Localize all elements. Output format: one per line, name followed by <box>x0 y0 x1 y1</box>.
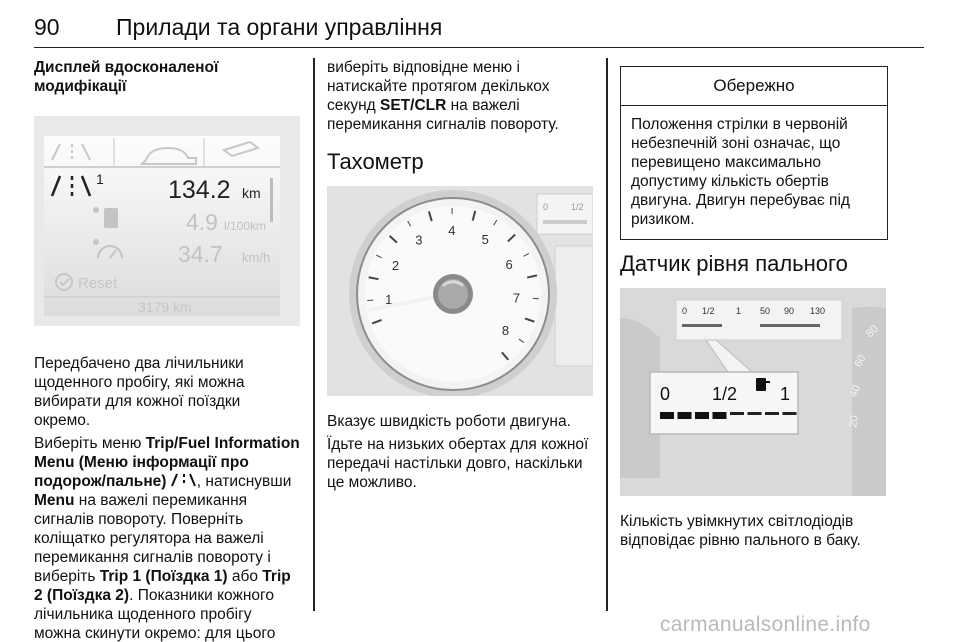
tachometer-illustration <box>327 186 593 396</box>
speedo-label-60: 60 <box>852 352 869 370</box>
fuel-led-segment-lit <box>660 412 674 419</box>
fuel-half-label: 1/2 <box>712 384 738 404</box>
fuel-full-label: 1 <box>780 384 791 404</box>
section-heading-tachometer: Тахометр <box>327 149 424 174</box>
tachometer-figure <box>327 186 593 396</box>
paragraph-fuel-gauge-desc: Кількість увімкнутих світлодіодів відповідає рівню пального в баку. <box>620 513 861 549</box>
column-divider-1 <box>313 58 315 611</box>
caution-box <box>620 66 888 240</box>
fuel-led-segment-off <box>730 412 744 415</box>
trip-display-illustration <box>34 116 300 326</box>
trip-icon <box>171 473 197 487</box>
section-heading-fuel-gauge: Датчик рівня пального <box>620 251 848 276</box>
tachometer-tick-label-4: 4 <box>448 223 456 239</box>
fuel-gauge-figure <box>620 288 886 496</box>
fuel-mini-half: 1/2 <box>571 202 584 212</box>
trip-unit: km <box>242 185 261 201</box>
speed-unit: km/h <box>242 250 271 265</box>
trip-value: 134.2 <box>168 176 231 204</box>
caution-title: Обережно <box>621 67 887 106</box>
tachometer-tick-label-6: 6 <box>505 256 513 272</box>
top-speed-90: 90 <box>784 306 795 316</box>
fuel-led-segment-lit <box>678 412 692 419</box>
page-header <box>34 8 924 48</box>
fuel-led-segment-off <box>748 412 762 415</box>
fuel-gauge-illustration <box>620 288 886 496</box>
fuel-mini-zero: 0 <box>543 202 549 212</box>
section-subheading: Дисплей вдосконаленої модифікації <box>34 59 219 95</box>
odometer-value: 3179 km <box>138 299 192 315</box>
chapter-title: Прилади та органи управління <box>116 14 443 40</box>
paragraph-reset-instruction: виберіть відповідне меню і натискайте протягом декількох секунд SET/CLR на важелі перемикання сигналів повороту. <box>327 59 559 133</box>
tachometer-tick-label-8: 8 <box>501 323 510 339</box>
tachometer-tick-label-7: 7 <box>512 290 521 306</box>
fuel-led-segment-off <box>783 412 797 415</box>
top-fuel-half: 1/2 <box>702 306 715 316</box>
tachometer-tick-label-2: 2 <box>391 258 400 274</box>
speedo-label-20: 20 <box>847 414 862 429</box>
top-speed-130: 130 <box>810 306 826 316</box>
trip-index: 1 <box>96 171 104 187</box>
fuel-zero-label: 0 <box>660 384 671 404</box>
page-number: 90 <box>34 14 60 40</box>
speedo-label-40: 40 <box>847 383 864 400</box>
watermark: carmanualsonline.info <box>660 613 871 636</box>
paragraph-trip-menu: Виберіть меню Trip/Fuel Information Menu (Меню інформації про подорож/пальне) , натиснувши Menu на важелі перемикання сигналів повороту. Поверніть коліщатко регулятора на важелі перемикання сигналів повороту і виберіть Trip 1 (Поїздка 1) або Trip 2 (Поїздка 2). Показники кожного лічильника щоденного пробігу можна скинути окремо: для цього <box>34 435 300 642</box>
top-speed-50: 50 <box>760 306 771 316</box>
trip-display-figure <box>34 116 300 326</box>
tachometer-tick-label-5: 5 <box>481 231 489 247</box>
column-2 <box>327 58 595 496</box>
consumption-unit: l/100km <box>224 219 267 233</box>
caution-body: Положення стрілки в червоній небезпечній зоні означає, що перевищено максимально допустиму кількість обертів двигуна. Двигун перебуває під ризиком. <box>631 116 850 228</box>
column-divider-2 <box>606 58 608 611</box>
fuel-led-segment-lit <box>713 412 727 419</box>
column-3 <box>620 66 888 554</box>
column-1 <box>34 58 300 642</box>
reset-label: Reset <box>78 275 118 292</box>
fuel-led-segment-lit <box>695 412 709 419</box>
tachometer-tick-label-1: 1 <box>385 291 393 307</box>
speed-value: 34.7 <box>178 241 223 267</box>
tachometer-tick-label-3: 3 <box>415 232 423 248</box>
paragraph-tachometer-desc: Вказує швидкість роботи двигуна. <box>327 413 571 430</box>
fuel-led-segment-off <box>765 412 779 415</box>
speedo-label-80: 80 <box>863 322 881 341</box>
consumption-value: 4.9 <box>186 209 218 235</box>
paragraph-tachometer-advice: Їдьте на низьких обертах для кожної передачі настільки довго, наскільки це можливо. <box>327 436 589 491</box>
top-fuel-full: 1 <box>736 306 742 316</box>
paragraph-trip-counters: Передбачено два лічильники щоденного пробігу, які можна вибирати для кожної поїздки окремо. <box>34 355 245 429</box>
top-fuel-zero: 0 <box>682 306 688 316</box>
